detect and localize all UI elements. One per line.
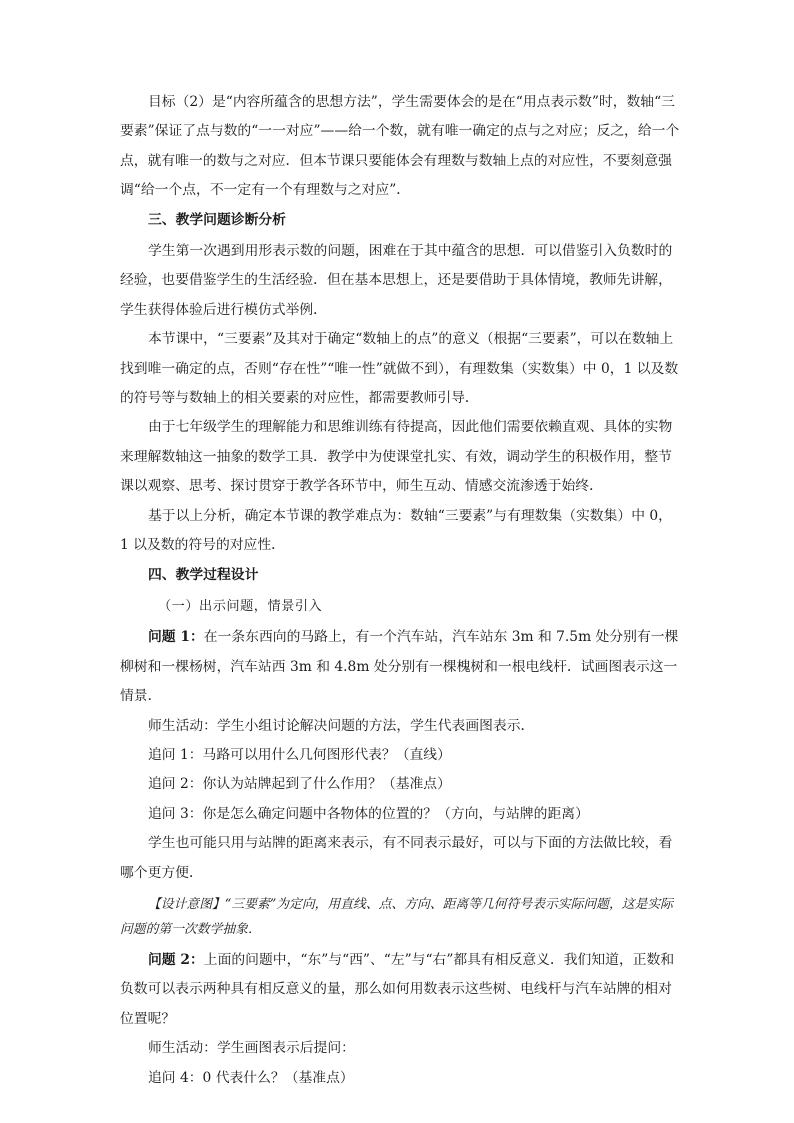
- paragraph-difficulty: 学生第一次遇到用形表示数的问题，困难在于其中蕴含的思想．可以借鉴引入负数时的经验，也要借鉴学生的生活经验．但在基本思想上，还是要借助于具体情境，教师先讲解，学生获得体验后进行模仿式举例．: [120, 243, 673, 318]
- design-intent-note: 【设计意图】“三要素”为定向，用直线、点、方向、距离等几何符号表示实际问题，这是实际问题的第一次数学抽象．: [120, 896, 673, 937]
- paragraph-followup-2: 追问 2：你认为站牌起到了什么作用？（基准点）: [148, 776, 451, 793]
- document-body: [120, 88, 680, 1093]
- paragraph-activity-1: 师生活动：学生小组讨论解决问题的方法，学生代表画图表示．: [148, 717, 535, 734]
- subsection-heading-intro: （一）出示问题，情景引入: [158, 598, 323, 614]
- section-heading-diagnosis: 三、教学问题诊断分析: [148, 211, 286, 228]
- paragraph-activity-2: 师生活动：学生画图表示后提问：: [148, 1040, 355, 1057]
- problem-1-label: 问题 1：: [148, 629, 204, 646]
- paragraph-comparison: 学生也可能只用与站牌的距离来表示，有不同表示最好，可以与下面的方法做比较，看哪个更方便．: [120, 835, 673, 881]
- paragraph-followup-3: 追问 3：你是怎么确定问题中各物体的位置的？（方向，与站牌的距离）: [148, 805, 589, 822]
- paragraph-goal-2: 目标（2）是“内容所蕴含的思想方法”，学生需要体会的是在“用点表示数”时，数轴“三要素”保证了点与数的“一一对应”——给一个数，就有唯一确定的点与之对应；反之，给一个点，就有唯一的数与之对应．但本节课只要能体会有理数与数轴上点的对应性，不要刻意强调“给一个点，不一定有一个有理数与之对应”．: [120, 94, 680, 199]
- problem-2-label: 问题 2：: [148, 951, 204, 968]
- paragraph-problem-1: 问题 1：在一条东西向的马路上，有一个汽车站，汽车站东 3m 和 7.5m 处分别有一棵柳树和一棵杨树，汽车站西 3m 和 4.8m 处分别有一棵槐树和一根电线杆．试画图表示这一情景．: [120, 629, 679, 705]
- paragraph-grade-seven: 由于七年级学生的理解能力和思维训练有待提高，因此他们需要依赖直观、具体的实物来理解数轴这一抽象的数学工具．教学中为使课堂扎实、有效，调动学生的积极作用，整节课以观察、思考、探讨贯穿于教学各环节中，师生互动、情感交流渗透于始终．: [120, 419, 673, 495]
- section-heading-process: 四、教学过程设计: [148, 566, 259, 583]
- paragraph-followup-4: 追问 4：0 代表什么？（基准点）: [148, 1069, 354, 1086]
- paragraph-key-difficulty: 基于以上分析，确定本节课的教学难点为：数轴“三要素”与有理数集（实数集）中 0，1 以及数的符号的对应性．: [120, 507, 672, 554]
- paragraph-three-elements: 本节课中，“三要素”及其对于确定“数轴上的点”的意义（根据“三要素”，可以在数轴上找到唯一确定的点，否则“存在性”“唯一性”就做不到），有理数集（实数集）中 0，1 以及数的符号等与数轴上的相关要素的对应性，都需要教师引导．: [120, 331, 679, 407]
- paragraph-followup-1: 追问 1：马路可以用什么几何图形代表？（直线）: [148, 746, 451, 763]
- paragraph-problem-2: 问题 2：上面的问题中，“东”与“西”、“左”与“右”都具有相反意义．我们知道，正数和负数可以表示两种具有相反意义的量，那么如何用数表示这些树、电线杆与汽车站牌的相对位置呢？: [120, 951, 675, 1027]
